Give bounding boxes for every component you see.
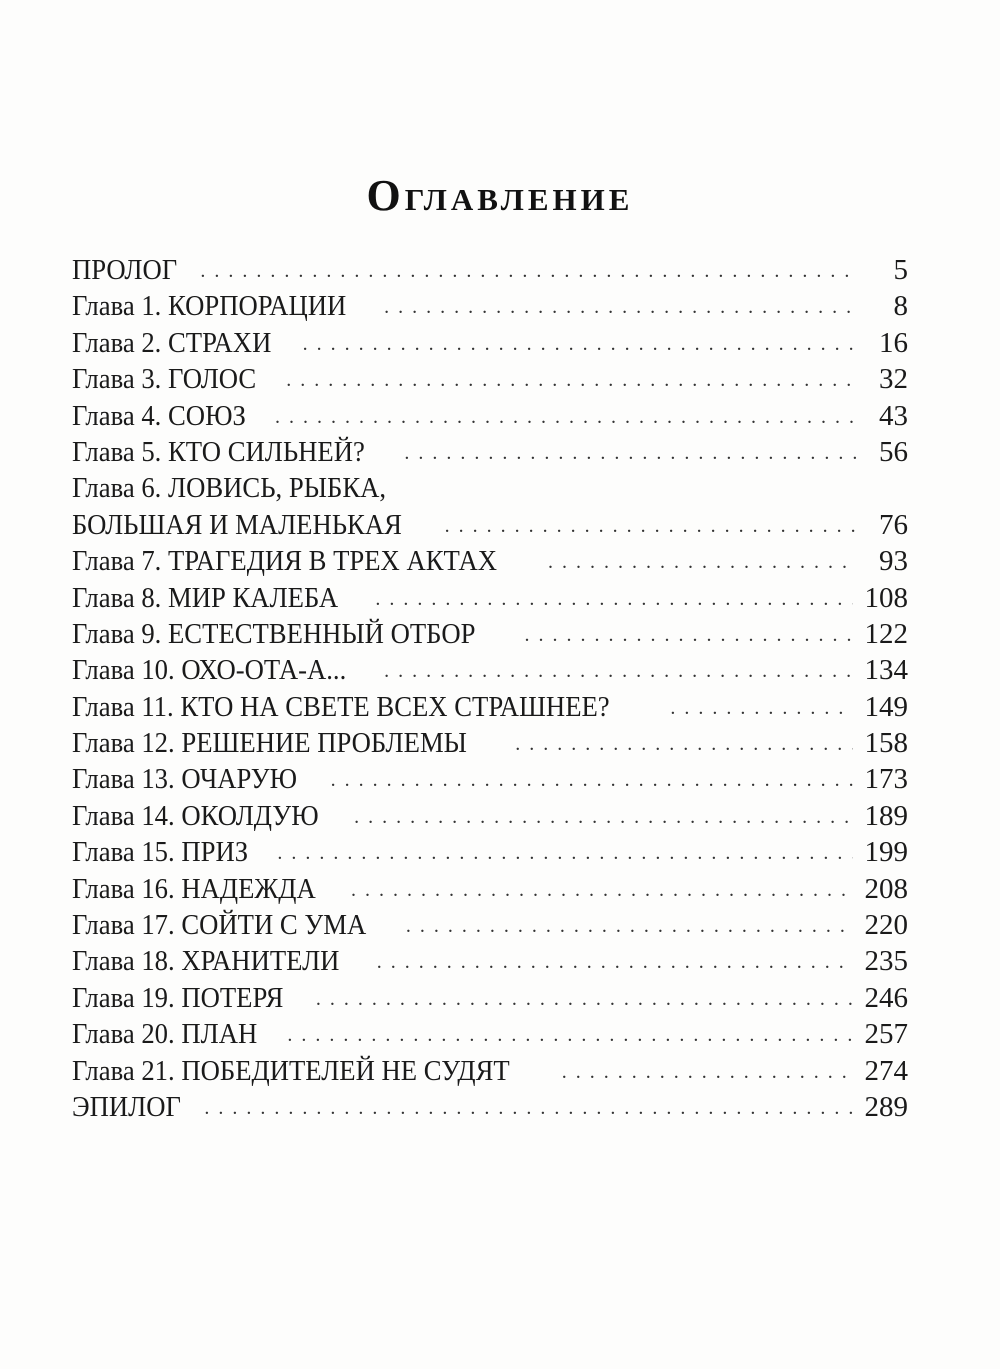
toc-entry-page-number: 274 bbox=[864, 1054, 908, 1087]
toc-entry-page-number: 134 bbox=[864, 654, 908, 687]
toc-entry-label: Глава 8. МИР КАЛЕБА bbox=[72, 581, 339, 614]
toc-entry-page-number: 208 bbox=[864, 872, 908, 905]
toc-entry-page-number: 32 bbox=[879, 363, 908, 396]
toc-entry-label: ПРОЛОГ bbox=[72, 254, 178, 286]
toc-entry bbox=[72, 1016, 908, 1052]
toc-entry bbox=[72, 798, 908, 834]
toc-entry-page-number: 173 bbox=[864, 763, 908, 796]
toc-entry-page-number: 108 bbox=[864, 581, 908, 614]
toc-entry bbox=[72, 725, 908, 761]
toc-entry-page-number: 189 bbox=[864, 799, 908, 832]
toc-entry bbox=[72, 470, 908, 506]
toc-entry-page-number: 43 bbox=[879, 399, 908, 432]
dot-leader bbox=[277, 835, 852, 871]
toc-entry-label: Глава 10. ОХО-ОТА-А... bbox=[72, 654, 347, 687]
toc-entry-label: Глава 13. ОЧАРУЮ bbox=[72, 763, 298, 796]
toc-entry-label: Глава 19. ПОТЕРЯ bbox=[72, 981, 284, 1014]
dot-leader bbox=[375, 581, 852, 617]
dot-leader bbox=[351, 872, 853, 908]
toc-entry bbox=[72, 871, 908, 907]
toc-entry-label: Глава 1. КОРПОРАЦИИ bbox=[72, 290, 347, 323]
toc-entry bbox=[72, 761, 908, 797]
toc-entry bbox=[72, 943, 908, 979]
dot-leader bbox=[525, 617, 853, 653]
toc-entry-label: Глава 9. ЕСТЕСТВЕННЫЙ ОТБОР bbox=[72, 617, 476, 650]
toc-entry-page-number: 122 bbox=[864, 617, 908, 650]
dot-leader bbox=[515, 726, 852, 762]
toc-entry-label: Глава 7. ТРАГЕДИЯ В ТРЕХ АКТАХ bbox=[72, 545, 498, 578]
toc-entry bbox=[72, 907, 908, 943]
dot-leader bbox=[331, 762, 853, 798]
dot-leader bbox=[275, 399, 856, 435]
dot-leader bbox=[562, 1054, 853, 1090]
toc-entry-label: Глава 20. ПЛАН bbox=[72, 1018, 258, 1051]
toc-entry bbox=[72, 325, 908, 361]
toc-entry-label: Глава 21. ПОБЕДИТЕЛЕЙ НЕ СУДЯТ bbox=[72, 1054, 510, 1087]
dot-leader bbox=[445, 508, 856, 544]
toc-entry bbox=[72, 288, 908, 324]
toc-entry-page-number: 56 bbox=[879, 435, 908, 468]
table-of-contents bbox=[72, 252, 908, 1125]
toc-entry bbox=[72, 361, 908, 397]
toc-entry-page-number: 8 bbox=[893, 290, 908, 323]
dot-leader bbox=[204, 1090, 852, 1126]
toc-entry-label: Глава 4. СОЮЗ bbox=[72, 399, 246, 432]
toc-entry-label: Глава 18. ХРАНИТЕЛИ bbox=[72, 945, 340, 978]
toc-entry-label: Глава 17. СОЙТИ С УМА bbox=[72, 909, 367, 942]
dot-leader bbox=[303, 326, 856, 362]
toc-entry-page-number: 199 bbox=[864, 836, 908, 869]
toc-entry bbox=[72, 1053, 908, 1089]
dot-leader bbox=[316, 981, 853, 1017]
toc-entry bbox=[72, 1089, 908, 1125]
toc-entry bbox=[72, 834, 908, 870]
page-title: Оглавление bbox=[366, 171, 634, 220]
dot-leader bbox=[200, 253, 856, 289]
toc-entry bbox=[72, 980, 908, 1016]
dot-leader bbox=[287, 1017, 852, 1053]
toc-entry-label: Глава 12. РЕШЕНИЕ ПРОБЛЕМЫ bbox=[72, 727, 467, 760]
toc-entry-label: Глава 15. ПРИЗ bbox=[72, 836, 249, 869]
toc-entry-label: Глава 14. ОКОЛДУЮ bbox=[72, 799, 319, 832]
dot-leader bbox=[286, 362, 856, 398]
toc-entry-page-number: 220 bbox=[864, 909, 908, 942]
toc-entry-page-number: 149 bbox=[864, 690, 908, 723]
toc-entry bbox=[72, 652, 908, 688]
dot-leader bbox=[404, 435, 856, 471]
toc-entry bbox=[72, 616, 908, 652]
toc-entry-page-number: 257 bbox=[864, 1018, 908, 1051]
toc-entry-label: Глава 16. НАДЕЖДА bbox=[72, 872, 316, 905]
dot-leader bbox=[354, 799, 852, 835]
dot-leader bbox=[548, 544, 856, 580]
toc-entry-page-number: 76 bbox=[879, 508, 908, 541]
toc-entry-page-number: 158 bbox=[864, 727, 908, 760]
toc-entry-label: Глава 11. КТО НА СВЕТЕ ВСЕХ СТРАШНЕЕ? bbox=[72, 690, 610, 723]
dot-leader bbox=[384, 289, 856, 325]
dot-leader bbox=[384, 653, 852, 689]
toc-entry-page-number: 235 bbox=[864, 945, 908, 978]
toc-entry bbox=[72, 689, 908, 725]
toc-entry-page-number: 289 bbox=[864, 1090, 908, 1123]
toc-entry bbox=[72, 252, 908, 288]
toc-entry-page-number: 16 bbox=[879, 326, 908, 359]
toc-entry bbox=[72, 398, 908, 434]
toc-entry bbox=[72, 434, 908, 470]
toc-entry-page-number: 5 bbox=[893, 254, 908, 286]
toc-entry-label: БОЛЬШАЯ И МАЛЕНЬКАЯ bbox=[72, 508, 402, 541]
dot-leader bbox=[670, 690, 852, 726]
toc-entry-label: ЭПИЛОГ bbox=[72, 1090, 181, 1123]
dot-leader bbox=[377, 944, 853, 980]
toc-entry-label: Глава 6. ЛОВИСЬ, РЫБКА, bbox=[72, 472, 387, 505]
toc-entry bbox=[72, 580, 908, 616]
toc-entry-page-number: 93 bbox=[879, 545, 908, 578]
toc-entry-label: Глава 5. КТО СИЛЬНЕЙ? bbox=[72, 435, 365, 468]
toc-entry-label: Глава 3. ГОЛОС bbox=[72, 363, 257, 396]
toc-entry bbox=[72, 543, 908, 579]
toc-entry bbox=[72, 507, 908, 543]
dot-leader bbox=[406, 908, 853, 944]
toc-entry-label: Глава 2. СТРАХИ bbox=[72, 326, 272, 359]
toc-entry-page-number: 246 bbox=[864, 981, 908, 1014]
